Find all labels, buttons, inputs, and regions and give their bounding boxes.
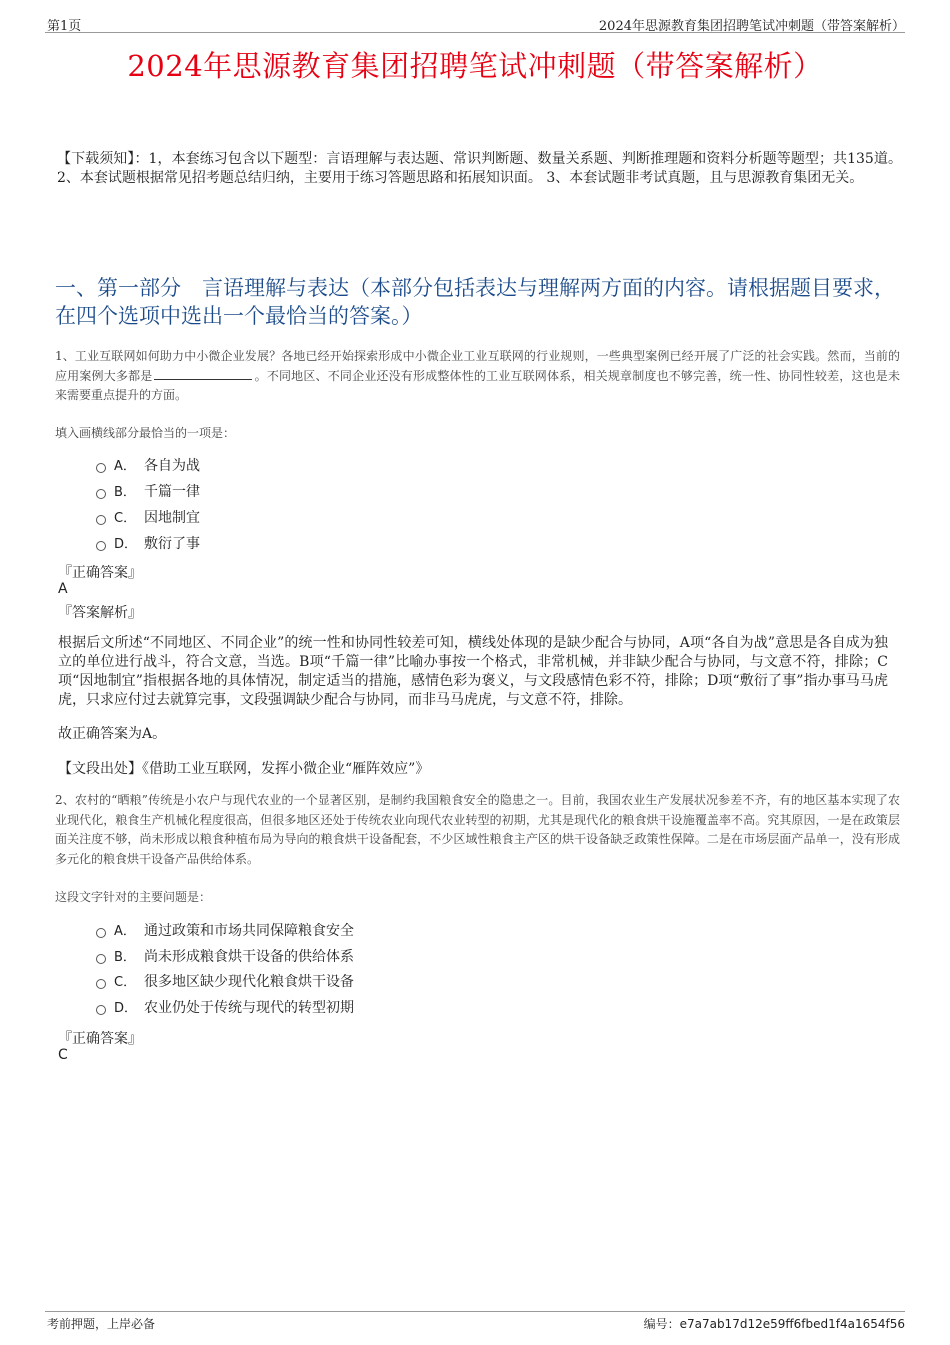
- question-2-prompt: 这段文字针对的主要问题是：: [55, 890, 212, 904]
- option-letter: D．: [114, 1001, 138, 1016]
- footer-code-value: e7a7ab17d12e59ff6fbed1f4a1654f56: [679, 1317, 905, 1331]
- option-text: 通过政策和市场共同保障粮食安全: [144, 923, 354, 939]
- footer-code: [644, 1315, 905, 1332]
- question-1-option-d[interactable]: [96, 534, 200, 554]
- radio-icon[interactable]: [96, 515, 106, 525]
- option-letter: B．: [114, 950, 136, 965]
- question-1-answer: A: [58, 581, 68, 597]
- radio-icon[interactable]: [96, 928, 106, 938]
- question-1-option-a[interactable]: [96, 456, 200, 476]
- question-1-prompt: 填入画横线部分最恰当的一项是：: [55, 426, 236, 440]
- question-1-text: [55, 347, 900, 406]
- question-2-answer: C: [58, 1047, 68, 1063]
- question-1-text-before: 1、工业互联网如何助力中小微企业发展？各地已经开始探索形成中小微企业工业互联网的行业规则，一些典型案例已经开展了广泛的社会实践。然而，当前的应用案例大多都是: [55, 349, 900, 383]
- option-text: 千篇一律: [144, 484, 200, 500]
- option-letter: A．: [114, 459, 136, 474]
- option-text: 各自为战: [144, 458, 200, 474]
- footer-slogan: 考前押题，上岸必备: [47, 1317, 156, 1331]
- download-notice: 【下载须知】：1，本套练习包含以下题型：言语理解与表达题、常识判断题、数量关系题、判断推理题和资料分析题等题型；共135道。 2、本套试题根据常见招考题总结归纳，主要用于练习答题思路和拓展知识面。 3、本套试题非考试真题，且与思源教育集团无关。: [57, 151, 902, 186]
- radio-icon[interactable]: [96, 979, 106, 989]
- question-2-option-c[interactable]: [96, 972, 354, 992]
- option-text: 敷衍了事: [144, 536, 200, 552]
- option-text: 尚未形成粮食烘干设备的供给体系: [144, 949, 354, 965]
- header-doc-title: 2024年思源教育集团招聘笔试冲刺题（带答案解析）: [598, 19, 905, 34]
- question-1-text-after: 。不同地区、不同企业还没有形成整体性的工业互联网体系，相关规章制度也不够完善，统一性、协同性较差，这也是未来需要重点提升的方面。: [55, 368, 900, 402]
- radio-icon[interactable]: [96, 489, 106, 499]
- page-number: 第1页: [47, 19, 82, 34]
- option-text: 很多地区缺少现代化粮食烘干设备: [144, 974, 354, 990]
- question-1-option-c[interactable]: [96, 508, 200, 528]
- question-1-analysis-label: 『答案解析』: [58, 605, 142, 621]
- page-title: 2024年思源教育集团招聘笔试冲刺题（带答案解析）: [127, 49, 823, 83]
- radio-icon[interactable]: [96, 463, 106, 473]
- footer-code-label: 编号：: [643, 1317, 680, 1331]
- header-divider: [45, 32, 905, 33]
- option-text: 因地制宜: [144, 510, 200, 526]
- option-letter: A．: [114, 924, 136, 939]
- option-letter: C．: [114, 975, 137, 990]
- section-heading: 一、第一部分 言语理解与表达（本部分包括表达与理解两方面的内容。请根据题目要求，在四个选项中选出一个最恰当的答案。）: [55, 276, 895, 328]
- radio-icon[interactable]: [96, 1005, 106, 1015]
- question-2-option-b[interactable]: [96, 947, 354, 967]
- option-letter: D．: [114, 537, 138, 552]
- radio-icon[interactable]: [96, 541, 106, 551]
- option-letter: B．: [114, 485, 136, 500]
- question-1-answer-label: 『正确答案』: [58, 565, 142, 581]
- question-2-option-d[interactable]: [96, 998, 354, 1018]
- question-1-analysis: 根据后文所述“不同地区、不同企业”的统一性和协同性较差可知，横线处体现的是缺少配合与协同，A项“各自为战”意思是各自成为独立的单位进行战斗，符合文意，当选。B项“千篇一律”比喻办事按一个格式，非常机械，并非缺少配合与协同，与文意不符，排除；C项“因地制宜”指根据各地的具体情况，制定适当的措施，感情色彩为褒义，与文段感情色彩不符，排除；D项“敷衍了事”指办事马马虎虎，只求应付过去就算完事，文段强调缺少配合与协同，而非马马虎虎，与文意不符，排除。: [58, 635, 888, 708]
- question-2-option-a[interactable]: [96, 921, 354, 941]
- fill-blank: [154, 367, 252, 380]
- question-1-source: 【文段出处】《借助工业互联网，发挥小微企业“雁阵效应”》: [58, 761, 430, 777]
- option-text: 农业仍处于传统与现代的转型初期: [144, 1000, 354, 1016]
- option-letter: C．: [114, 511, 137, 526]
- question-1-conclusion: 故正确答案为A。: [58, 726, 167, 742]
- question-2-answer-label: 『正确答案』: [58, 1031, 142, 1047]
- footer-divider: [45, 1311, 905, 1312]
- question-1-option-b[interactable]: [96, 482, 200, 502]
- question-2-text: 2、农村的“晒粮”传统是小农户与现代农业的一个显著区别，是制约我国粮食安全的隐患之一。目前，我国农业生产发展状况参差不齐，有的地区基本实现了农业现代化，粮食生产机械化程度很高，但很多地区还处于传统农业向现代农业转型的初期，尤其是现代化的粮食烘干设施覆盖率不高。究其原因，一是在政策层面关注度不够，尚未形成以粮食种植布局为导向的粮食烘干设备配套，不少区域性粮食主产区的烘干设备缺乏政策性保障。二是在市场层面产品单一，没有形成多元化的粮食烘干设备产品供给体系。: [55, 793, 900, 866]
- radio-icon[interactable]: [96, 954, 106, 964]
